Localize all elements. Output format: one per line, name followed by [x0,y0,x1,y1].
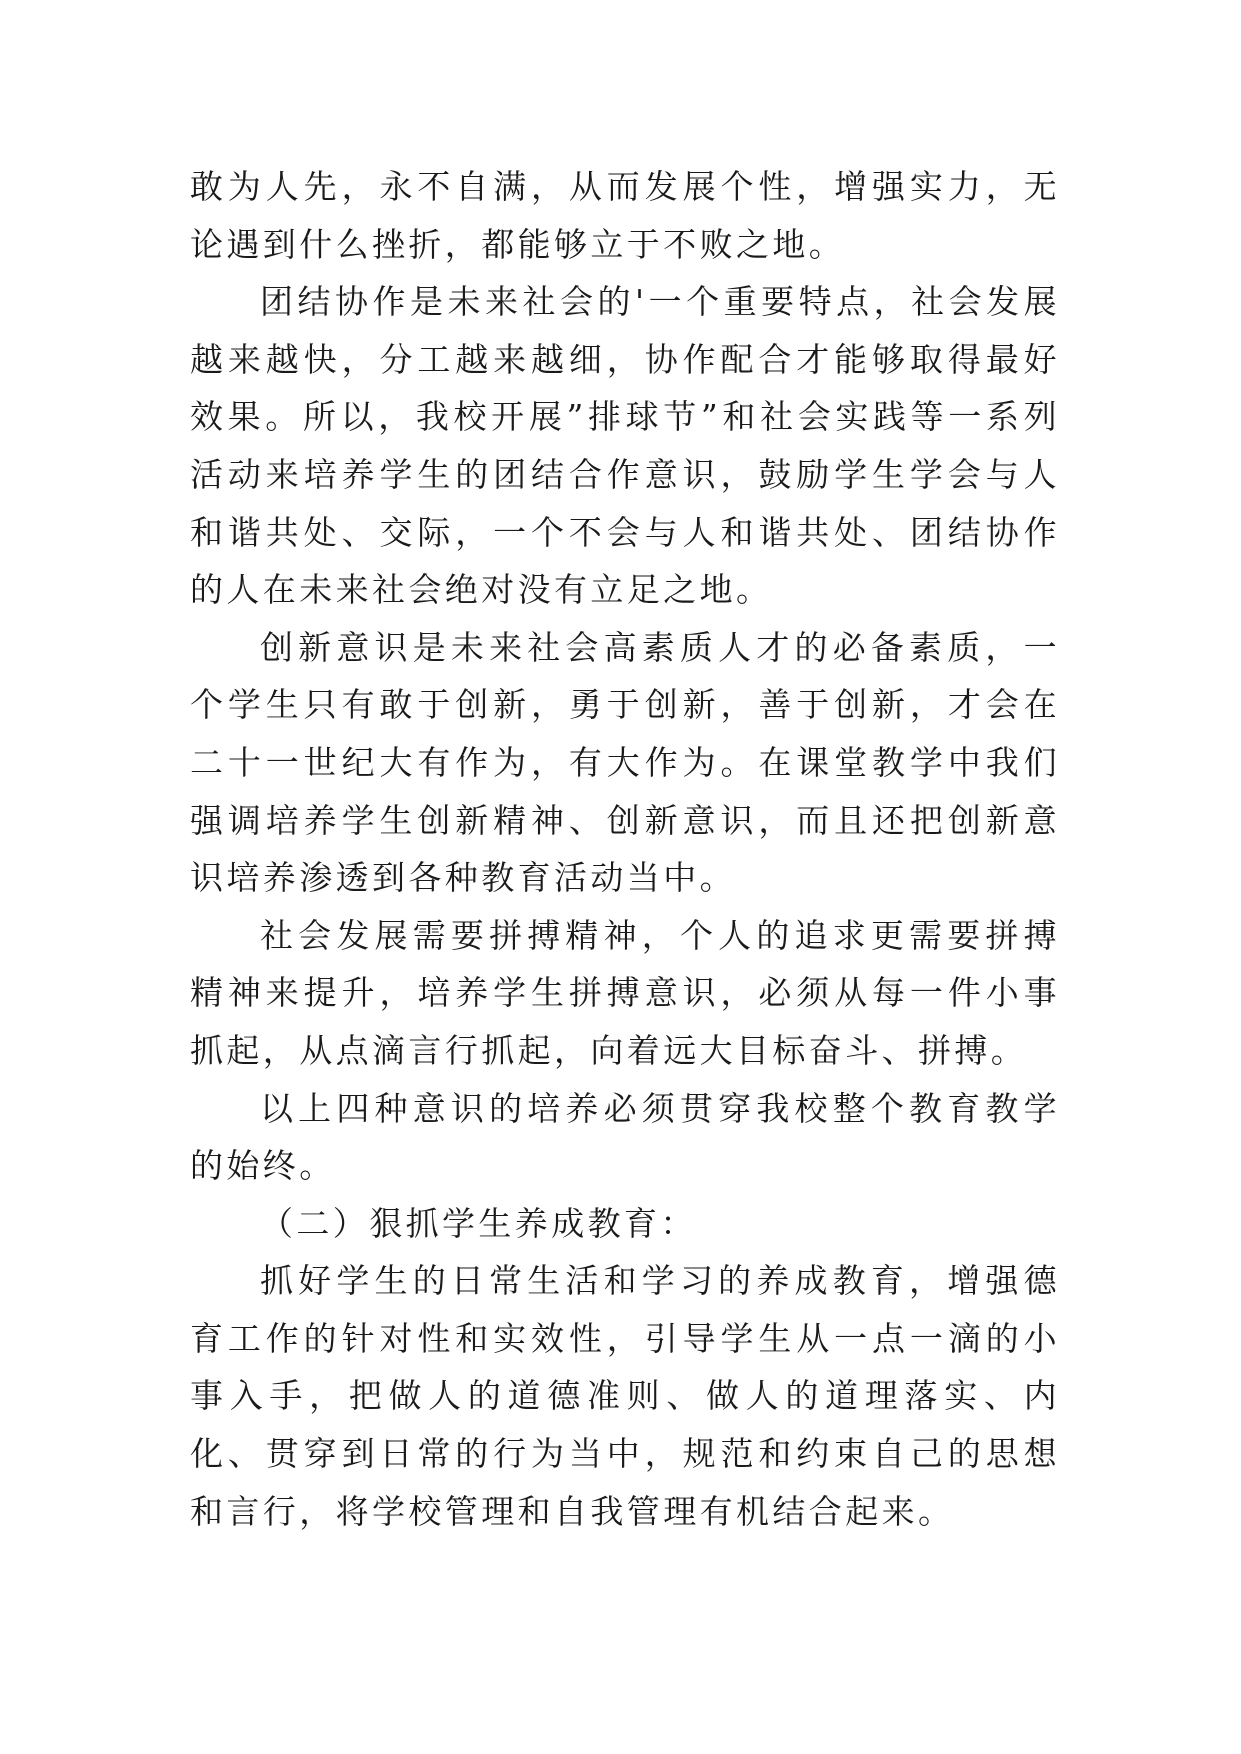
paragraph-continuation: 敢为人先，永不自满，从而发展个性，增强实力，无论遇到什么挫折，都能够立于不败之地。 [190,167,1060,264]
section-heading: （二）狠抓学生养成教育： [260,1203,697,1243]
paragraph-innovation: 创新意识是未来社会高素质人才的必备素质，一个学生只有敢于创新，勇于创新，善于创新，才会在二十一世纪大有作为，有大作为。在课堂教学中我们强调培养学生创新精神、创新意识，而且还把创新意识培养渗透到各种教育活动当中。 [190,627,1060,898]
paragraph-summary: 以上四种意识的培养必须贯穿我校整个教育教学的始终。 [190,1088,1060,1186]
paragraph-habit-education: 抓好学生的日常生活和学习的养成教育，增强德育工作的针对性和实效性，引导学生从一点一滴的小事入手，把做人的道德准则、做人的道理落实、内化、贯穿到日常的行为当中，规范和约束自己的思想和言行，将学校管理和自我管理有机结合起来。 [190,1261,1060,1531]
paragraph-teamwork: 团结协作是未来社会的'一个重要特点，社会发展越来越快，分工越来越细，协作配合才能够取得最好效果。所以，我校开展”排球节”和社会实践等一系列活动来培养学生的团结合作意识，鼓励学生学会与人和谐共处、交际，一个不会与人和谐共处、团结协作的人在未来社会绝对没有立足之地。 [190,282,1060,610]
document-body [190,158,1060,1540]
paragraph-striving: 社会发展需要拼搏精神，个人的追求更需要拼搏精神来提升，培养学生拼搏意识，必须从每一件小事抓起，从点滴言行抓起，向着远大目标奋斗、拼搏。 [190,915,1060,1070]
